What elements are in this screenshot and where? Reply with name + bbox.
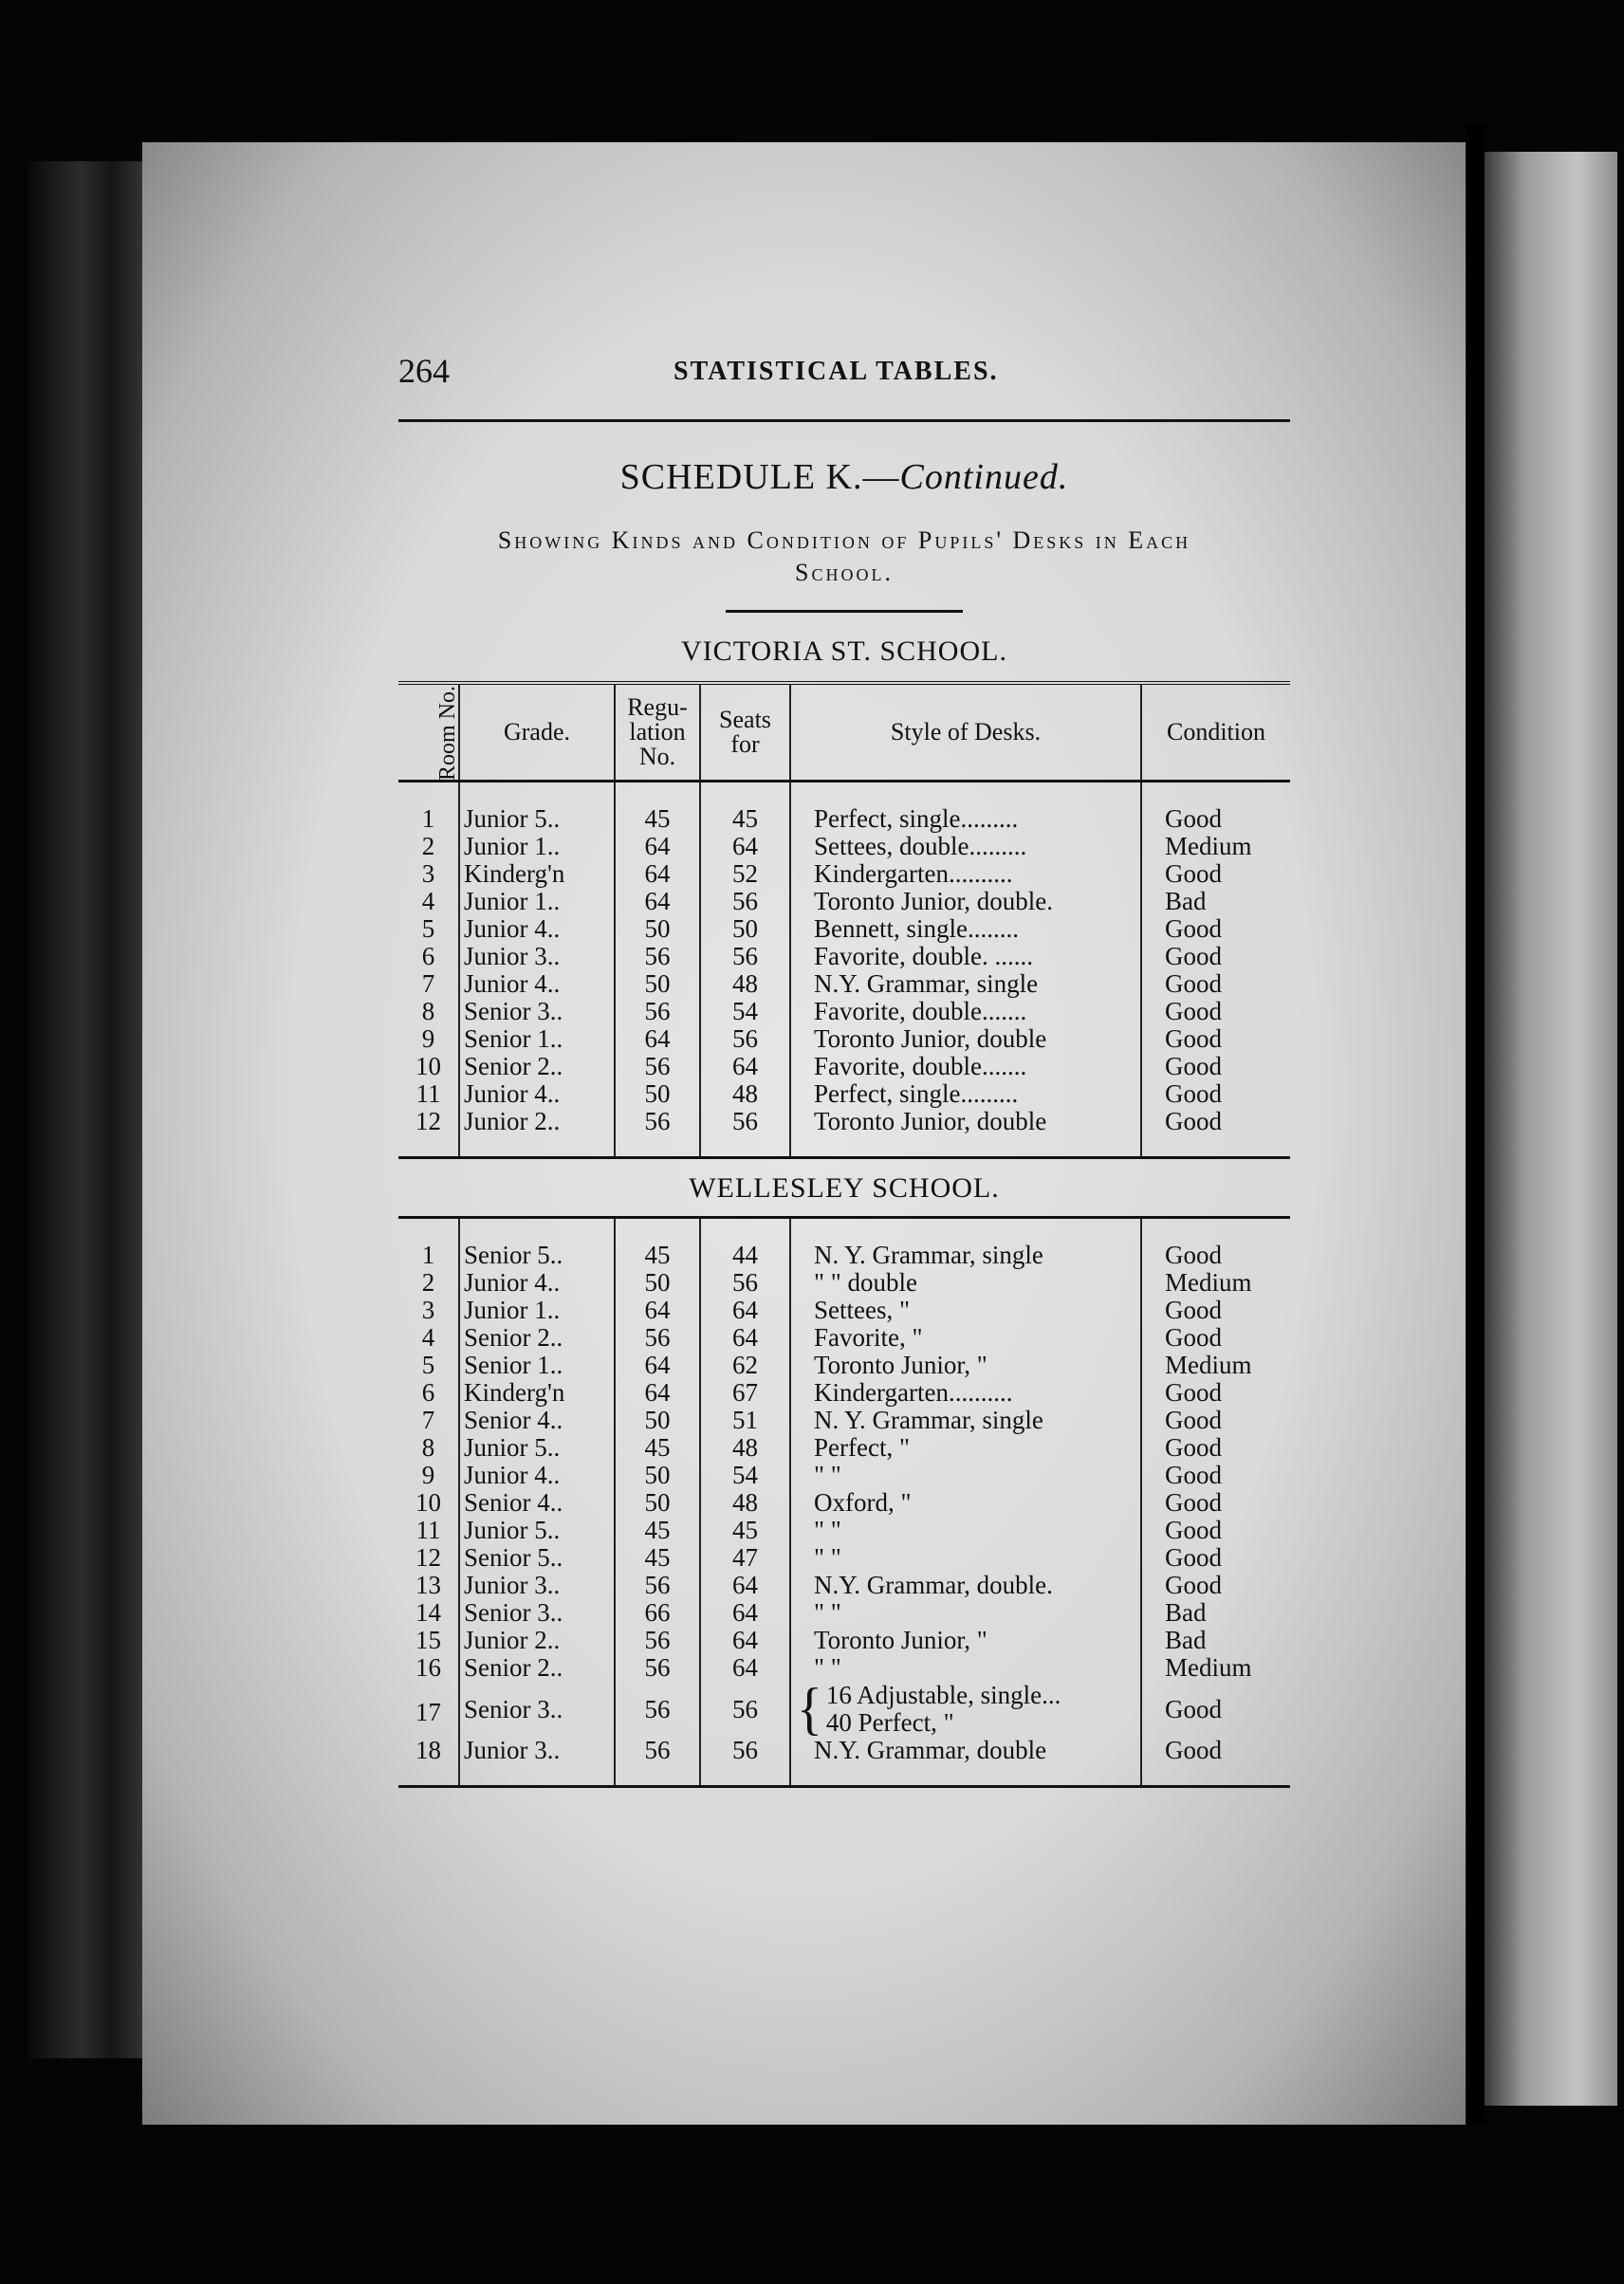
regulation-number: 56 xyxy=(615,1654,700,1682)
grade: Junior 1.. xyxy=(459,888,615,915)
seats-for: 51 xyxy=(700,1407,790,1434)
grade: Junior 4.. xyxy=(459,1269,615,1297)
grade: Junior 4.. xyxy=(459,1462,615,1489)
room-number: 2 xyxy=(421,833,435,860)
desk-style: N. Y. Grammar, single xyxy=(790,1407,1141,1434)
regulation-number: 64 xyxy=(615,888,700,915)
desk-style: Bennett, single........ xyxy=(790,915,1141,943)
page-content xyxy=(398,351,1290,1788)
brace-glyph: { xyxy=(797,1682,822,1737)
room-number: 10 xyxy=(415,1053,441,1080)
seats-for: 48 xyxy=(700,970,790,998)
grade: Senior 5.. xyxy=(459,1218,615,1270)
desk-style: N. Y. Grammar, single xyxy=(790,1218,1141,1270)
desk-style: Perfect, single......... xyxy=(790,782,1141,834)
seats-for: 56 xyxy=(700,1025,790,1053)
desk-style: Toronto Junior, double xyxy=(790,1025,1141,1053)
condition: Good xyxy=(1141,1025,1290,1053)
room-number: 5 xyxy=(421,915,435,943)
regulation-number: 64 xyxy=(615,860,700,888)
seats-for: 50 xyxy=(700,915,790,943)
desk-style: Toronto Junior, " xyxy=(790,1627,1141,1654)
desk-style: " " xyxy=(790,1599,1141,1627)
table-row xyxy=(398,1572,1290,1599)
seats-for: 64 xyxy=(700,1572,790,1599)
grade: Senior 1.. xyxy=(459,1025,615,1053)
seats-for: 56 xyxy=(700,888,790,915)
desk-style-line-2: 40 Perfect, " xyxy=(825,1708,954,1737)
table-row xyxy=(398,915,1290,943)
table-row xyxy=(398,1517,1290,1544)
desk-style-stack xyxy=(826,1682,1061,1737)
condition: Good xyxy=(1141,1737,1290,1787)
desk-style: Settees, " xyxy=(790,1297,1141,1324)
regulation-number: 56 xyxy=(615,1108,700,1158)
table-row xyxy=(398,970,1290,998)
grade: Senior 5.. xyxy=(459,1544,615,1572)
condition: Good xyxy=(1141,1462,1290,1489)
grade: Senior 1.. xyxy=(459,1352,615,1379)
condition: Bad xyxy=(1141,1627,1290,1654)
grade: Junior 3.. xyxy=(459,1737,615,1787)
condition: Good xyxy=(1141,1407,1290,1434)
table-row xyxy=(398,1297,1290,1324)
seats-for: 48 xyxy=(700,1080,790,1108)
victoria-table xyxy=(398,681,1290,1159)
table-row xyxy=(398,860,1290,888)
subtitle-rule xyxy=(726,610,963,613)
desk-style: Favorite, double. ...... xyxy=(790,943,1141,970)
page-number: 264 xyxy=(398,352,450,390)
grade: Senior 4.. xyxy=(459,1407,615,1434)
grade: Junior 1.. xyxy=(459,833,615,860)
grade: Senior 3.. xyxy=(459,1682,615,1737)
room-number: 17 xyxy=(415,1697,441,1726)
desk-style: " " xyxy=(790,1544,1141,1572)
condition: Good xyxy=(1141,1544,1290,1572)
table-row xyxy=(398,782,1290,834)
subtitle-line-2: School. xyxy=(795,559,894,586)
room-number: 1 xyxy=(421,804,435,833)
condition: Good xyxy=(1141,1572,1290,1599)
desk-style-line-1: 16 Adjustable, single... xyxy=(825,1682,1061,1709)
condition: Medium xyxy=(1141,1269,1290,1297)
condition: Good xyxy=(1141,1379,1290,1407)
room-number: 15 xyxy=(415,1627,441,1654)
seats-for: 52 xyxy=(700,860,790,888)
table-row xyxy=(398,1627,1290,1654)
col-header-style: Style of Desks. xyxy=(790,683,1141,782)
condition: Good xyxy=(1141,1489,1290,1517)
table-row xyxy=(398,1324,1290,1352)
grade: Junior 4.. xyxy=(459,970,615,998)
grade: Senior 2.. xyxy=(459,1324,615,1352)
desk-style: Favorite, " xyxy=(790,1324,1141,1352)
schedule-continued: Continued. xyxy=(899,457,1069,497)
seats-for: 64 xyxy=(700,1654,790,1682)
grade: Senior 2.. xyxy=(459,1654,615,1682)
seats-for: 44 xyxy=(700,1218,790,1270)
desk-style: Toronto Junior, double. xyxy=(790,888,1141,915)
regulation-number: 45 xyxy=(615,1517,700,1544)
condition: Good xyxy=(1141,782,1290,834)
room-number: 18 xyxy=(415,1737,441,1764)
room-number: 14 xyxy=(415,1599,441,1627)
table-row xyxy=(398,998,1290,1025)
schedule-title xyxy=(398,456,1290,498)
room-number: 12 xyxy=(415,1544,441,1572)
regulation-number: 56 xyxy=(615,1682,700,1737)
table-row xyxy=(398,1218,1290,1270)
table-row xyxy=(398,1379,1290,1407)
condition: Medium xyxy=(1141,1352,1290,1379)
room-number: 12 xyxy=(415,1108,441,1135)
grade: Kinderg'n xyxy=(459,1379,615,1407)
desk-style: Kindergarten.......... xyxy=(790,860,1141,888)
condition: Good xyxy=(1141,1080,1290,1108)
table-row xyxy=(398,1599,1290,1627)
regulation-number: 64 xyxy=(615,833,700,860)
table-row xyxy=(398,1108,1290,1158)
condition: Good xyxy=(1141,860,1290,888)
room-number: 3 xyxy=(421,1297,435,1324)
regulation-number: 64 xyxy=(615,1297,700,1324)
seats-for: 62 xyxy=(700,1352,790,1379)
condition: Good xyxy=(1141,1682,1290,1737)
table-row xyxy=(398,1269,1290,1297)
table-row xyxy=(398,1737,1290,1787)
condition: Good xyxy=(1141,943,1290,970)
room-number: 7 xyxy=(421,1407,435,1434)
regulation-number: 56 xyxy=(615,1053,700,1080)
regulation-number: 56 xyxy=(615,943,700,970)
seats-for: 56 xyxy=(700,1737,790,1787)
wellesley-school-title: WELLESLEY SCHOOL. xyxy=(689,1172,1000,1204)
table-row xyxy=(398,1462,1290,1489)
desk-style: N.Y. Grammar, single xyxy=(790,970,1141,998)
seats-for: 56 xyxy=(700,1682,790,1737)
grade: Kinderg'n xyxy=(459,860,615,888)
page-gutter xyxy=(1466,123,1485,2125)
room-number: 1 xyxy=(421,1241,435,1269)
condition: Bad xyxy=(1141,1599,1290,1627)
desk-style: Toronto Junior, double xyxy=(790,1108,1141,1158)
grade: Junior 5.. xyxy=(459,1434,615,1462)
grade: Junior 5.. xyxy=(459,782,615,834)
seats-for: 45 xyxy=(700,782,790,834)
table-row xyxy=(398,1489,1290,1517)
desk-style: " " double xyxy=(790,1269,1141,1297)
grade: Junior 1.. xyxy=(459,1297,615,1324)
grade: Senior 4.. xyxy=(459,1489,615,1517)
condition: Medium xyxy=(1141,833,1290,860)
room-number: 9 xyxy=(421,1462,435,1489)
desk-style: Kindergarten.......... xyxy=(790,1379,1141,1407)
regulation-number: 64 xyxy=(615,1352,700,1379)
subtitle-line-1: Showing Kinds and Condition of Pupils' Desks in Each xyxy=(497,526,1191,554)
seats-for: 45 xyxy=(700,1517,790,1544)
regulation-number: 50 xyxy=(615,1489,700,1517)
page-header xyxy=(398,351,1290,398)
victoria-school-title: VICTORIA ST. SCHOOL. xyxy=(681,635,1007,667)
condition: Good xyxy=(1141,1517,1290,1544)
table-row xyxy=(398,1682,1290,1737)
desk-style: N.Y. Grammar, double. xyxy=(790,1572,1141,1599)
desk-style: " " xyxy=(790,1517,1141,1544)
regulation-number: 50 xyxy=(615,1269,700,1297)
regulation-number: 56 xyxy=(615,1737,700,1787)
regulation-number: 45 xyxy=(615,1434,700,1462)
table-row xyxy=(398,1352,1290,1379)
seats-for: 47 xyxy=(700,1544,790,1572)
room-number: 16 xyxy=(415,1654,441,1682)
schedule-title-text: SCHEDULE K.— xyxy=(619,457,900,497)
table-row xyxy=(398,1407,1290,1434)
desk-style: Toronto Junior, " xyxy=(790,1352,1141,1379)
wellesley-table xyxy=(398,1216,1290,1788)
regulation-number: 45 xyxy=(615,1218,700,1270)
grade: Senior 3.. xyxy=(459,998,615,1025)
room-number: 11 xyxy=(415,1517,441,1544)
room-number: 11 xyxy=(415,1080,441,1108)
seats-for: 56 xyxy=(700,1108,790,1158)
seats-for: 54 xyxy=(700,1462,790,1489)
room-number: 6 xyxy=(421,1379,435,1407)
regulation-number: 45 xyxy=(615,782,700,834)
grade: Junior 3.. xyxy=(459,1572,615,1599)
room-number: 8 xyxy=(421,998,435,1025)
victoria-table-body xyxy=(398,782,1290,1158)
header-rule xyxy=(398,419,1290,422)
grade: Junior 2.. xyxy=(459,1627,615,1654)
table-row xyxy=(398,1654,1290,1682)
grade: Junior 4.. xyxy=(459,915,615,943)
col-header-grade: Grade. xyxy=(459,683,615,782)
seats-for: 56 xyxy=(700,1269,790,1297)
table-header-row xyxy=(398,683,1290,782)
regulation-number: 56 xyxy=(615,1627,700,1654)
regulation-number: 50 xyxy=(615,1080,700,1108)
regulation-number: 64 xyxy=(615,1025,700,1053)
facing-page-edge xyxy=(1485,152,1617,2106)
condition: Medium xyxy=(1141,1654,1290,1682)
room-number: 4 xyxy=(421,1324,435,1352)
seats-for: 64 xyxy=(700,1053,790,1080)
regulation-number: 45 xyxy=(615,1544,700,1572)
seats-for: 48 xyxy=(700,1434,790,1462)
regulation-number: 66 xyxy=(615,1599,700,1627)
seats-for: 48 xyxy=(700,1489,790,1517)
seats-for: 67 xyxy=(700,1379,790,1407)
regulation-number: 56 xyxy=(615,1324,700,1352)
condition: Good xyxy=(1141,1108,1290,1158)
table-row xyxy=(398,1053,1290,1080)
regulation-number: 50 xyxy=(615,970,700,998)
col-header-condition: Condition xyxy=(1141,683,1290,782)
seats-for: 64 xyxy=(700,1599,790,1627)
table-row xyxy=(398,1544,1290,1572)
grade: Junior 2.. xyxy=(459,1108,615,1158)
condition: Good xyxy=(1141,998,1290,1025)
room-number: 8 xyxy=(421,1434,435,1462)
condition: Good xyxy=(1141,1434,1290,1462)
running-head: STATISTICAL TABLES. xyxy=(674,357,999,386)
regulation-number: 50 xyxy=(615,915,700,943)
regulation-number: 56 xyxy=(615,1572,700,1599)
col-header-room: Room No. xyxy=(398,683,459,782)
condition: Good xyxy=(1141,1053,1290,1080)
seats-for: 56 xyxy=(700,943,790,970)
room-number: 2 xyxy=(421,1269,435,1297)
condition: Good xyxy=(1141,970,1290,998)
table-row xyxy=(398,943,1290,970)
room-number: 6 xyxy=(421,943,435,970)
desk-style: " " xyxy=(790,1462,1141,1489)
room-number: 7 xyxy=(421,970,435,998)
grade: Senior 2.. xyxy=(459,1053,615,1080)
wellesley-table-body xyxy=(398,1218,1290,1683)
grade: Junior 5.. xyxy=(459,1517,615,1544)
seats-for: 64 xyxy=(700,1627,790,1654)
desk-style xyxy=(790,1682,1141,1737)
table-row xyxy=(398,1025,1290,1053)
table-row xyxy=(398,1434,1290,1462)
regulation-number: 56 xyxy=(615,998,700,1025)
regulation-number: 50 xyxy=(615,1407,700,1434)
schedule-subtitle xyxy=(398,525,1290,589)
room-number: 5 xyxy=(421,1352,435,1379)
desk-style: Favorite, double....... xyxy=(790,998,1141,1025)
seats-for: 64 xyxy=(700,1324,790,1352)
desk-style: N.Y. Grammar, double xyxy=(790,1737,1141,1787)
room-number: 13 xyxy=(415,1572,441,1599)
desk-style: Favorite, double....... xyxy=(790,1053,1141,1080)
desk-style: Perfect, " xyxy=(790,1434,1141,1462)
seats-for: 54 xyxy=(700,998,790,1025)
regulation-number: 50 xyxy=(615,1462,700,1489)
wellesley-table-extra xyxy=(398,1682,1290,1787)
grade: Junior 3.. xyxy=(459,943,615,970)
grade: Senior 3.. xyxy=(459,1599,615,1627)
condition: Good xyxy=(1141,915,1290,943)
condition: Good xyxy=(1141,1324,1290,1352)
room-number: 10 xyxy=(415,1489,441,1517)
condition: Bad xyxy=(1141,888,1290,915)
table-row xyxy=(398,833,1290,860)
table-row xyxy=(398,1080,1290,1108)
table-row xyxy=(398,888,1290,915)
desk-style: Oxford, " xyxy=(790,1489,1141,1517)
room-number: 9 xyxy=(421,1025,435,1053)
regulation-number: 64 xyxy=(615,1379,700,1407)
col-header-regulation: Regu- lation No. xyxy=(615,683,700,782)
desk-style: Settees, double......... xyxy=(790,833,1141,860)
col-header-seats: Seats for xyxy=(700,683,790,782)
seats-for: 64 xyxy=(700,833,790,860)
room-number: 4 xyxy=(421,888,435,915)
desk-style: Perfect, single......... xyxy=(790,1080,1141,1108)
room-number: 3 xyxy=(421,860,435,888)
seats-for: 64 xyxy=(700,1297,790,1324)
condition: Good xyxy=(1141,1218,1290,1270)
condition: Good xyxy=(1141,1297,1290,1324)
grade: Junior 4.. xyxy=(459,1080,615,1108)
desk-style: " " xyxy=(790,1654,1141,1682)
